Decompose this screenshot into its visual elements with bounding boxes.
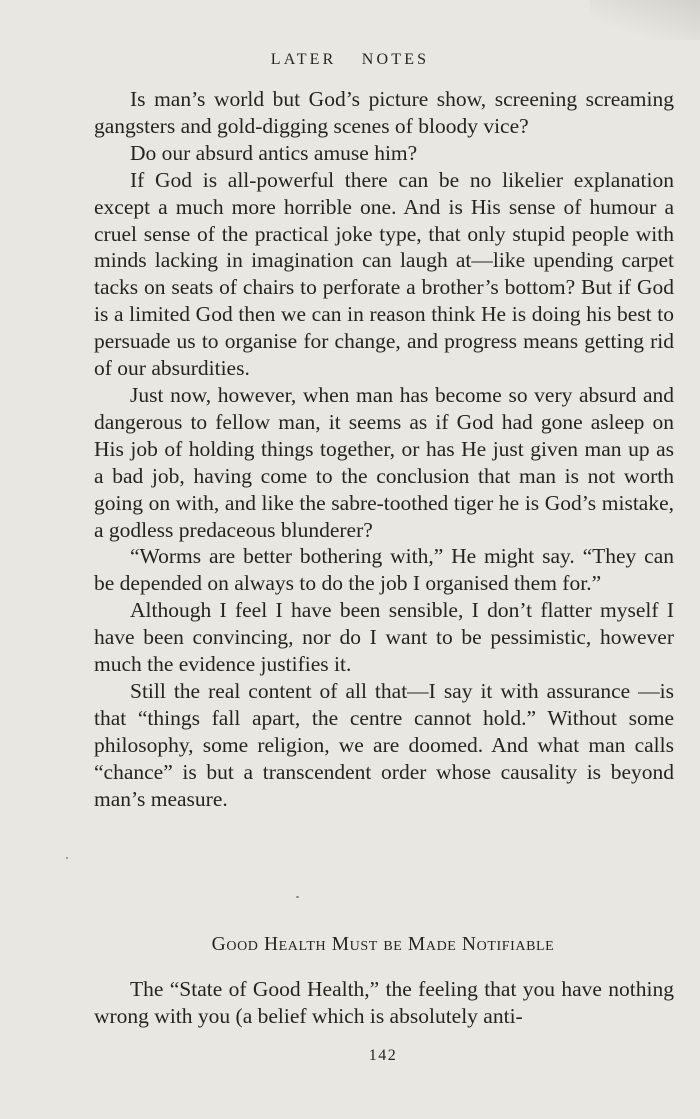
page-corner-stain [590, 0, 700, 40]
paragraph: Is man’s world but God’s picture show, screening screaming gangsters and gold-digging scenes of bloody vice? [94, 87, 674, 138]
paragraph: Do our absurd antics amuse him? [130, 140, 418, 165]
running-head: LATER NOTES [270, 51, 430, 68]
paragraph: “Worms are better bothering with,” He might say. “They can be depended on always to do the job I organised them for.” [94, 544, 674, 596]
section-heading: Good Health Must be Made Notifiable [211, 934, 555, 955]
section-body-text [94, 976, 674, 1030]
paragraph: Although I feel I have been sensible, I don’t flatter myself I have been convincing, nor do I want to be pessimistic, however much the evidence justifies it. [94, 598, 674, 677]
paragraph: Just now, however, when man has become so very absurd and dangerous to fellow man, it seems as if God had gone asleep on His job of holding things together, or has He just given man up as a bad job, having come to the conclusion that man is not worth going on with, and like the sabre-toothed tiger he is God’s mistake, a godless predaceous blunderer? [94, 382, 674, 542]
body-text [94, 86, 674, 812]
ink-speck [66, 857, 68, 859]
page-number: 142 [368, 1047, 398, 1064]
ink-speck [296, 896, 299, 898]
paragraph: If God is all-powerful there can be no likelier explanation except a much more horrible one. And is His sense of humour a cruel sense of the practical joke type, that only stupid people with minds lacking in imagination can laugh at—like upending carpet tacks on seats of chairs to perforate a brother’s bottom? But if God is a limited God then we can in reason think He is doing his best to persuade us to organise for change, and progress means getting rid of our absurdities. [94, 167, 674, 381]
paragraph: The “State of Good Health,” the feeling that you have nothing wrong with you (a belief which is absolutely anti- [94, 977, 674, 1028]
paragraph: Still the real content of all that—I say it with assurance —is that “things fall apart, the centre cannot hold.” Without some philosophy, some religion, we are doomed. And what man calls “chance” is but a transcendent order whose causality is beyond man’s measure. [94, 678, 674, 811]
